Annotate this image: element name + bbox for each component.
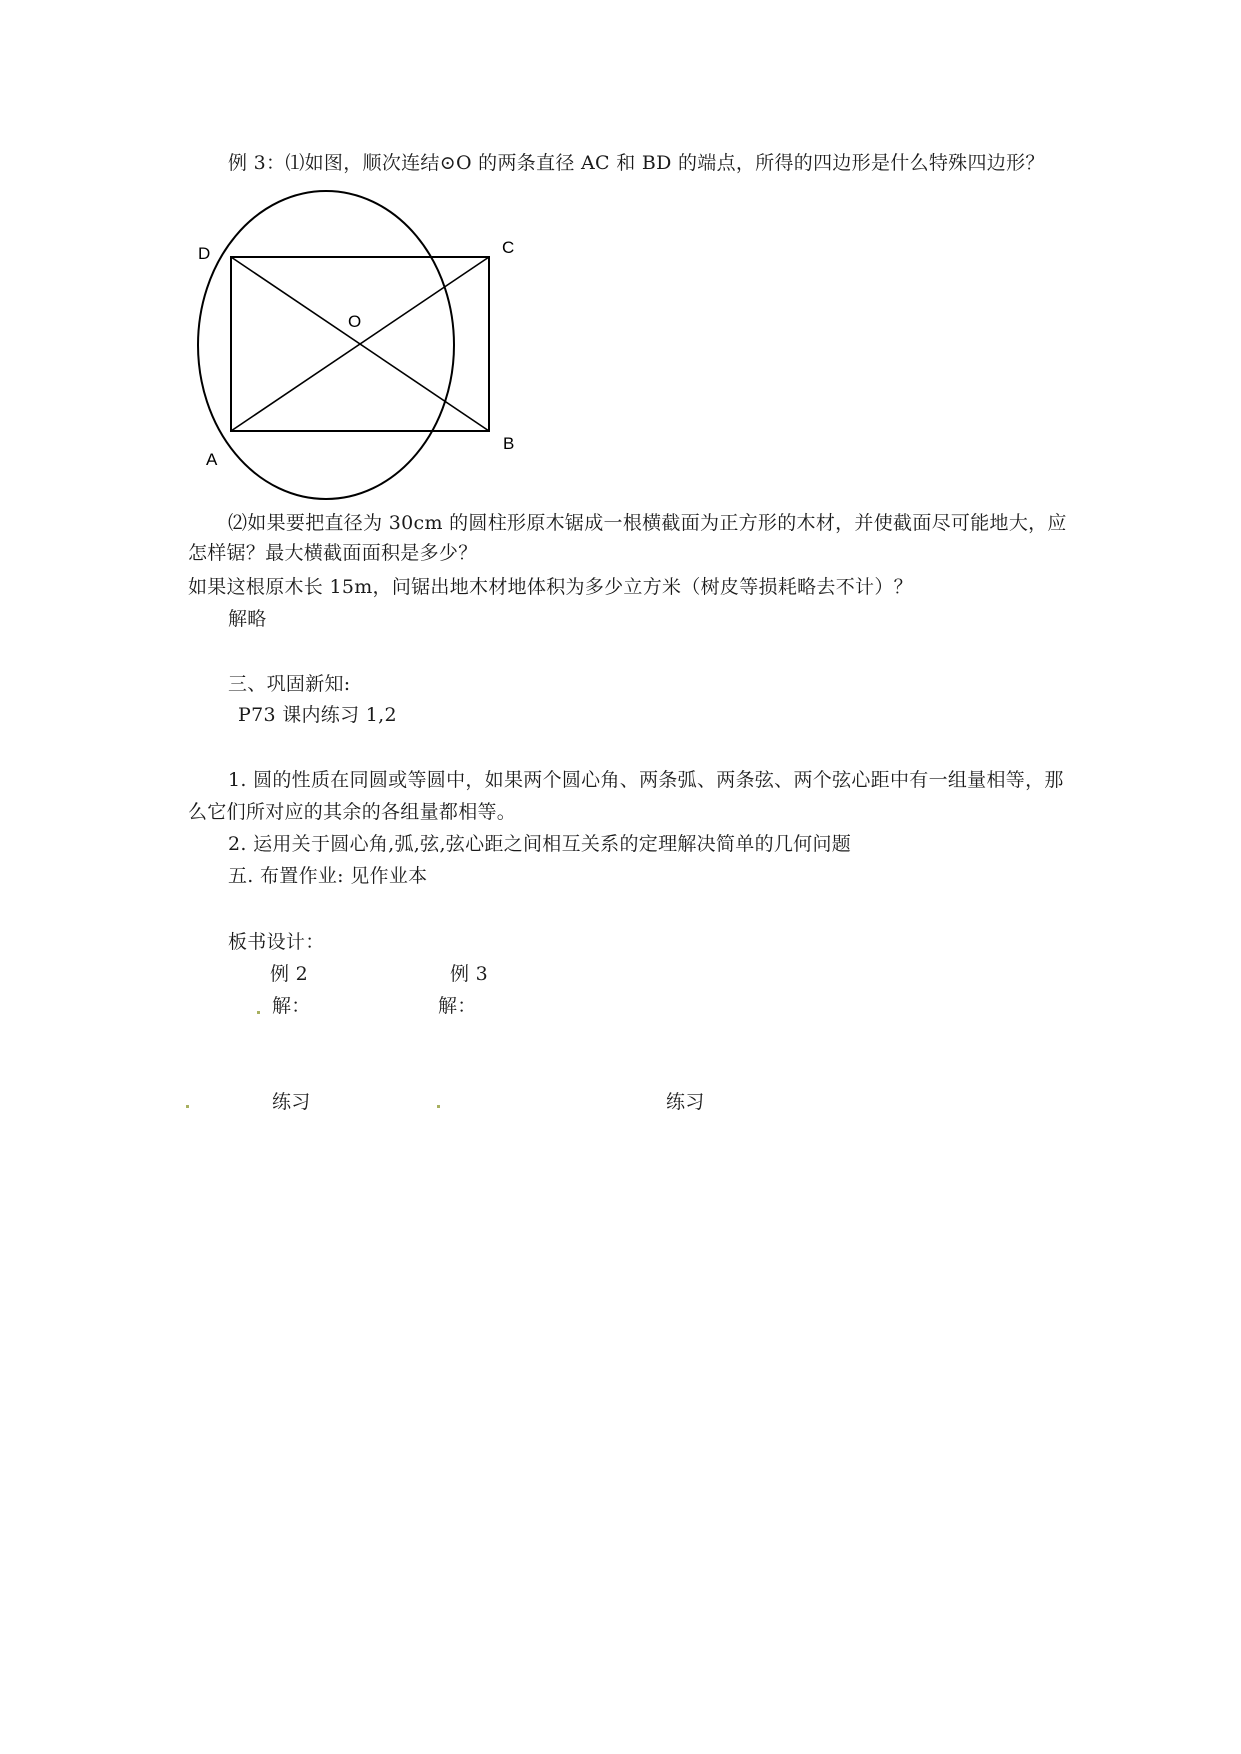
board-col1-practice: 练习: [272, 1091, 311, 1113]
homework: 五. 布置作业: 见作业本: [228, 865, 428, 887]
geometry-diagram-svg: [195, 185, 540, 505]
label-b: B: [503, 434, 515, 453]
label-a: A: [206, 450, 218, 469]
circle-o: [198, 191, 454, 499]
marker-dot: [437, 1105, 440, 1108]
label-c: C: [502, 238, 515, 257]
example3-solution: 解略: [228, 608, 267, 630]
summary-point-2: 2. 运用关于圆心角,弧,弦,弦心距之间相互关系的定理解决简单的几何问题: [228, 833, 852, 855]
section3-exercise: P73 课内练习 1,2: [238, 704, 397, 726]
summary-point-1-line1: 1. 圆的性质在同圆或等圆中，如果两个圆心角、两条弧、两条弦、两个弦心距中有一组量相等，那: [228, 769, 1064, 791]
board-title: 板书设计：: [228, 931, 325, 953]
board-col1-example: 例 2: [270, 963, 309, 985]
section3-title: 三、巩固新知:: [228, 673, 351, 695]
label-o: O: [348, 312, 362, 331]
marker-dot: [257, 1011, 260, 1014]
example3-question-2-line2: 怎样锯？最大横截面面积是多少？: [188, 542, 478, 564]
circle-rectangle-figure: [195, 185, 540, 505]
marker-dot: [186, 1105, 189, 1108]
summary-point-1-line2: 么它们所对应的其余的各组量都相等。: [188, 801, 517, 823]
example3-question-1: 例 3：⑴如图，顺次连结⊙O 的两条直径 AC 和 BD 的端点，所得的四边形是什么特殊四边形？: [228, 152, 1045, 174]
example3-question-2-line3: 如果这根原木长 15m，问锯出地木材地体积为多少立方米（树皮等损耗略去不计）？: [188, 576, 913, 598]
board-col1-solution: 解：: [272, 995, 311, 1017]
board-col2-example: 例 3: [450, 963, 489, 985]
example3-question-2-line1: ⑵如果要把直径为 30cm 的圆柱形原木锯成一根横截面为正方形的木材，并使截面尽可能地大，应: [228, 512, 1067, 534]
label-d: D: [198, 244, 211, 263]
board-col2-practice: 练习: [666, 1091, 705, 1113]
board-col2-solution: 解：: [438, 995, 477, 1017]
